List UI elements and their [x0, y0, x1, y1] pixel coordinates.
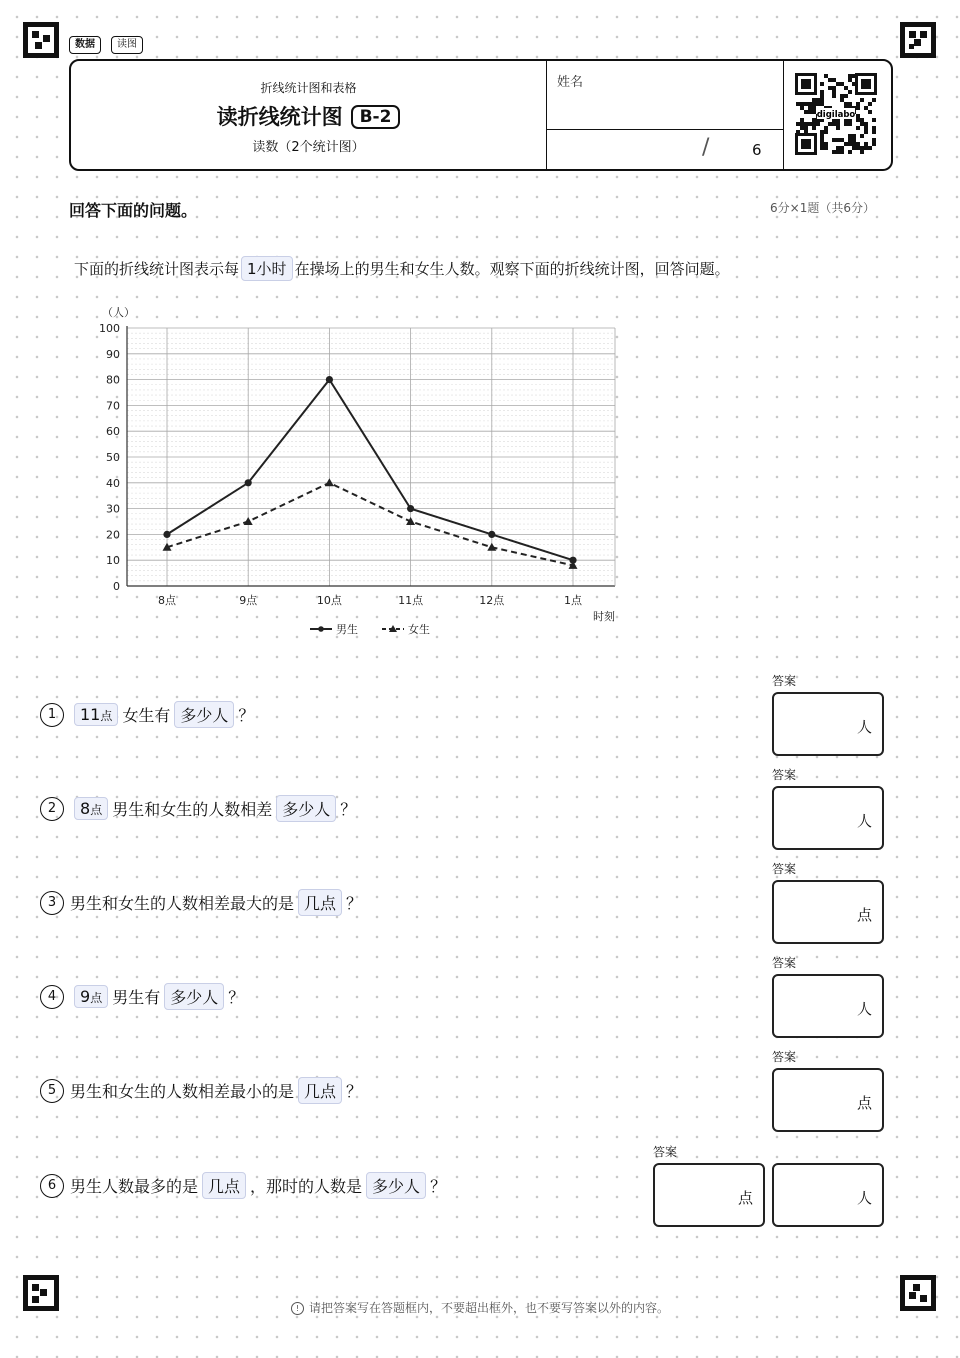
question-number: 5: [40, 1079, 64, 1103]
corner-marker-top-right: [900, 22, 936, 58]
highlight-text: 多少人: [282, 800, 331, 819]
question-highlight: [298, 889, 342, 916]
y-tick-label: 50: [106, 451, 120, 464]
highlight-text: 几点: [208, 1177, 241, 1196]
question-highlight: [74, 797, 108, 820]
x-tick-label: 1点: [564, 594, 582, 607]
question-number: 2: [40, 797, 64, 821]
x-tick-label: 9点: [239, 594, 258, 607]
answer-label: 答案: [772, 956, 797, 970]
question-highlight: [164, 983, 224, 1010]
y-tick-label: 100: [99, 322, 120, 335]
answer-label: 答案: [772, 1050, 797, 1064]
answer-unit: 人: [856, 718, 872, 736]
data-point: [407, 505, 414, 512]
intro-after: 在操场上的男生和女生人数。观察下面的折线统计图，回答问题。: [294, 260, 730, 278]
y-tick-label: 20: [106, 528, 120, 542]
question-text: 男生和女生的人数相差: [112, 800, 273, 819]
question-text: 男生和女生的人数相差最大的是: [70, 894, 295, 913]
title-text: 读折线统计图: [216, 105, 343, 129]
data-point: [326, 376, 333, 383]
question-text: ？: [228, 988, 245, 1007]
question-highlight: [298, 1077, 342, 1104]
header-title: [71, 101, 546, 131]
footer-text: 请把答案写在答题框内，不要超出框外，也不要写答案以外的内容。: [308, 1301, 669, 1315]
tag-data: 数据: [69, 36, 101, 54]
answer-label: 答案: [772, 862, 797, 876]
question-number: 6: [40, 1174, 64, 1198]
highlight-text: 几点: [304, 1082, 337, 1101]
answer-box-3[interactable]: [772, 880, 884, 944]
question-text: ，那时的人数是: [250, 1177, 363, 1196]
question-number: 3: [40, 891, 64, 915]
question-highlight: [276, 795, 336, 822]
line-chart: [70, 296, 650, 646]
question-2: [40, 795, 356, 822]
score-total: 6: [752, 141, 762, 159]
y-tick-label: 90: [106, 347, 120, 361]
question-4: [40, 983, 244, 1010]
intro-text: [74, 256, 730, 281]
question-text: ？: [346, 894, 363, 913]
highlight-text: 几点: [304, 894, 337, 913]
answer-box-6-1[interactable]: [653, 1163, 765, 1227]
x-axis-label: 时刻: [593, 610, 615, 623]
highlight-unit: 点: [100, 709, 113, 723]
data-point: [488, 531, 495, 538]
highlight-text: 8: [80, 799, 91, 818]
highlight-text: 11: [80, 705, 101, 724]
question-highlight: [202, 1172, 246, 1199]
legend-label: 女生: [408, 623, 430, 636]
y-tick-label: 60: [106, 425, 120, 439]
answer-unit: 点: [856, 906, 872, 924]
answer-unit: 人: [856, 812, 872, 830]
y-tick-label: 30: [106, 502, 120, 516]
question-text: 男生和女生的人数相差最小的是: [70, 1082, 295, 1101]
answer-label: 答案: [772, 768, 797, 782]
question-5: [40, 1077, 362, 1104]
x-tick-label: 12点: [479, 594, 505, 607]
question-highlight: [174, 701, 234, 728]
answer-unit: 点: [737, 1189, 753, 1207]
highlight-unit: 点: [90, 803, 103, 817]
highlight-text: 多少人: [372, 1177, 421, 1196]
question-3: [40, 889, 362, 916]
highlight-text: 9: [80, 987, 91, 1006]
header-subtitle: 折线统计图和表格: [260, 81, 357, 95]
y-tick-label: 0: [113, 580, 120, 593]
intro-before: 下面的折线统计图表示每: [74, 260, 240, 278]
legend-marker: [318, 626, 324, 632]
qr-label: digilabo: [816, 110, 856, 120]
corner-marker-top-left: [23, 22, 59, 58]
name-label: 姓名: [557, 75, 584, 90]
question-number: 1: [40, 703, 64, 727]
highlight-text: 多少人: [170, 988, 219, 1007]
question-text: ？: [430, 1177, 447, 1196]
question-text: 男生有: [112, 988, 161, 1007]
name-score-block: [546, 61, 784, 169]
question-6: [40, 1172, 446, 1199]
worksheet-header: [69, 59, 893, 171]
answer-box-6-2[interactable]: [772, 1163, 884, 1227]
answer-box-4[interactable]: [772, 974, 884, 1038]
question-text: ？: [346, 1082, 363, 1101]
question-text: ？: [340, 800, 357, 819]
qr-finder-bottom-left: [795, 133, 817, 155]
legend-label: 男生: [336, 623, 358, 636]
x-tick-label: 11点: [398, 594, 424, 607]
question-1: [40, 701, 254, 728]
y-tick-label: 40: [106, 476, 120, 490]
header-divider: [547, 129, 783, 130]
answer-box-1[interactable]: [772, 692, 884, 756]
x-tick-label: 8点: [158, 594, 176, 607]
qr-finder-top-left: [795, 73, 817, 95]
answer-unit: 点: [856, 1094, 872, 1112]
qr-finder-top-right: [855, 73, 877, 95]
answer-label: 答案: [772, 674, 797, 688]
header-description: 读数（2个统计图）: [252, 140, 365, 155]
intro-highlight: 1小时: [241, 256, 293, 281]
answer-box-5[interactable]: [772, 1068, 884, 1132]
info-icon: !: [291, 1302, 304, 1315]
points-note: 6分×1题（共6分）: [770, 201, 875, 215]
y-axis-label: （人）: [102, 306, 135, 319]
highlight-text: 多少人: [180, 706, 229, 725]
question-text: 女生有: [122, 706, 171, 725]
question-highlight: [74, 985, 108, 1008]
footer-note: [0, 1299, 960, 1316]
level-code: B-2: [351, 105, 401, 129]
question-number: 4: [40, 985, 64, 1009]
question-text: 男生人数最多的是: [70, 1177, 199, 1196]
answer-unit: 人: [856, 1000, 872, 1018]
y-tick-label: 70: [106, 399, 120, 413]
section-title: 回答下面的问题。: [69, 201, 198, 220]
answer-box-2[interactable]: [772, 786, 884, 850]
question-highlight: [74, 703, 118, 726]
y-tick-label: 80: [106, 373, 120, 387]
x-tick-label: 10点: [316, 594, 342, 607]
data-point: [245, 479, 252, 486]
score-slash: /: [702, 135, 710, 160]
qr-code: [793, 71, 879, 157]
header-title-block: [71, 61, 546, 169]
tag-read-chart: 读图: [111, 36, 143, 54]
data-point: [163, 531, 170, 538]
highlight-unit: 点: [90, 991, 103, 1005]
answer-unit: 人: [856, 1189, 872, 1207]
question-highlight: [366, 1172, 426, 1199]
y-tick-label: 10: [106, 554, 120, 568]
question-text: ？: [238, 706, 255, 725]
answer-label: 答案: [653, 1145, 678, 1159]
